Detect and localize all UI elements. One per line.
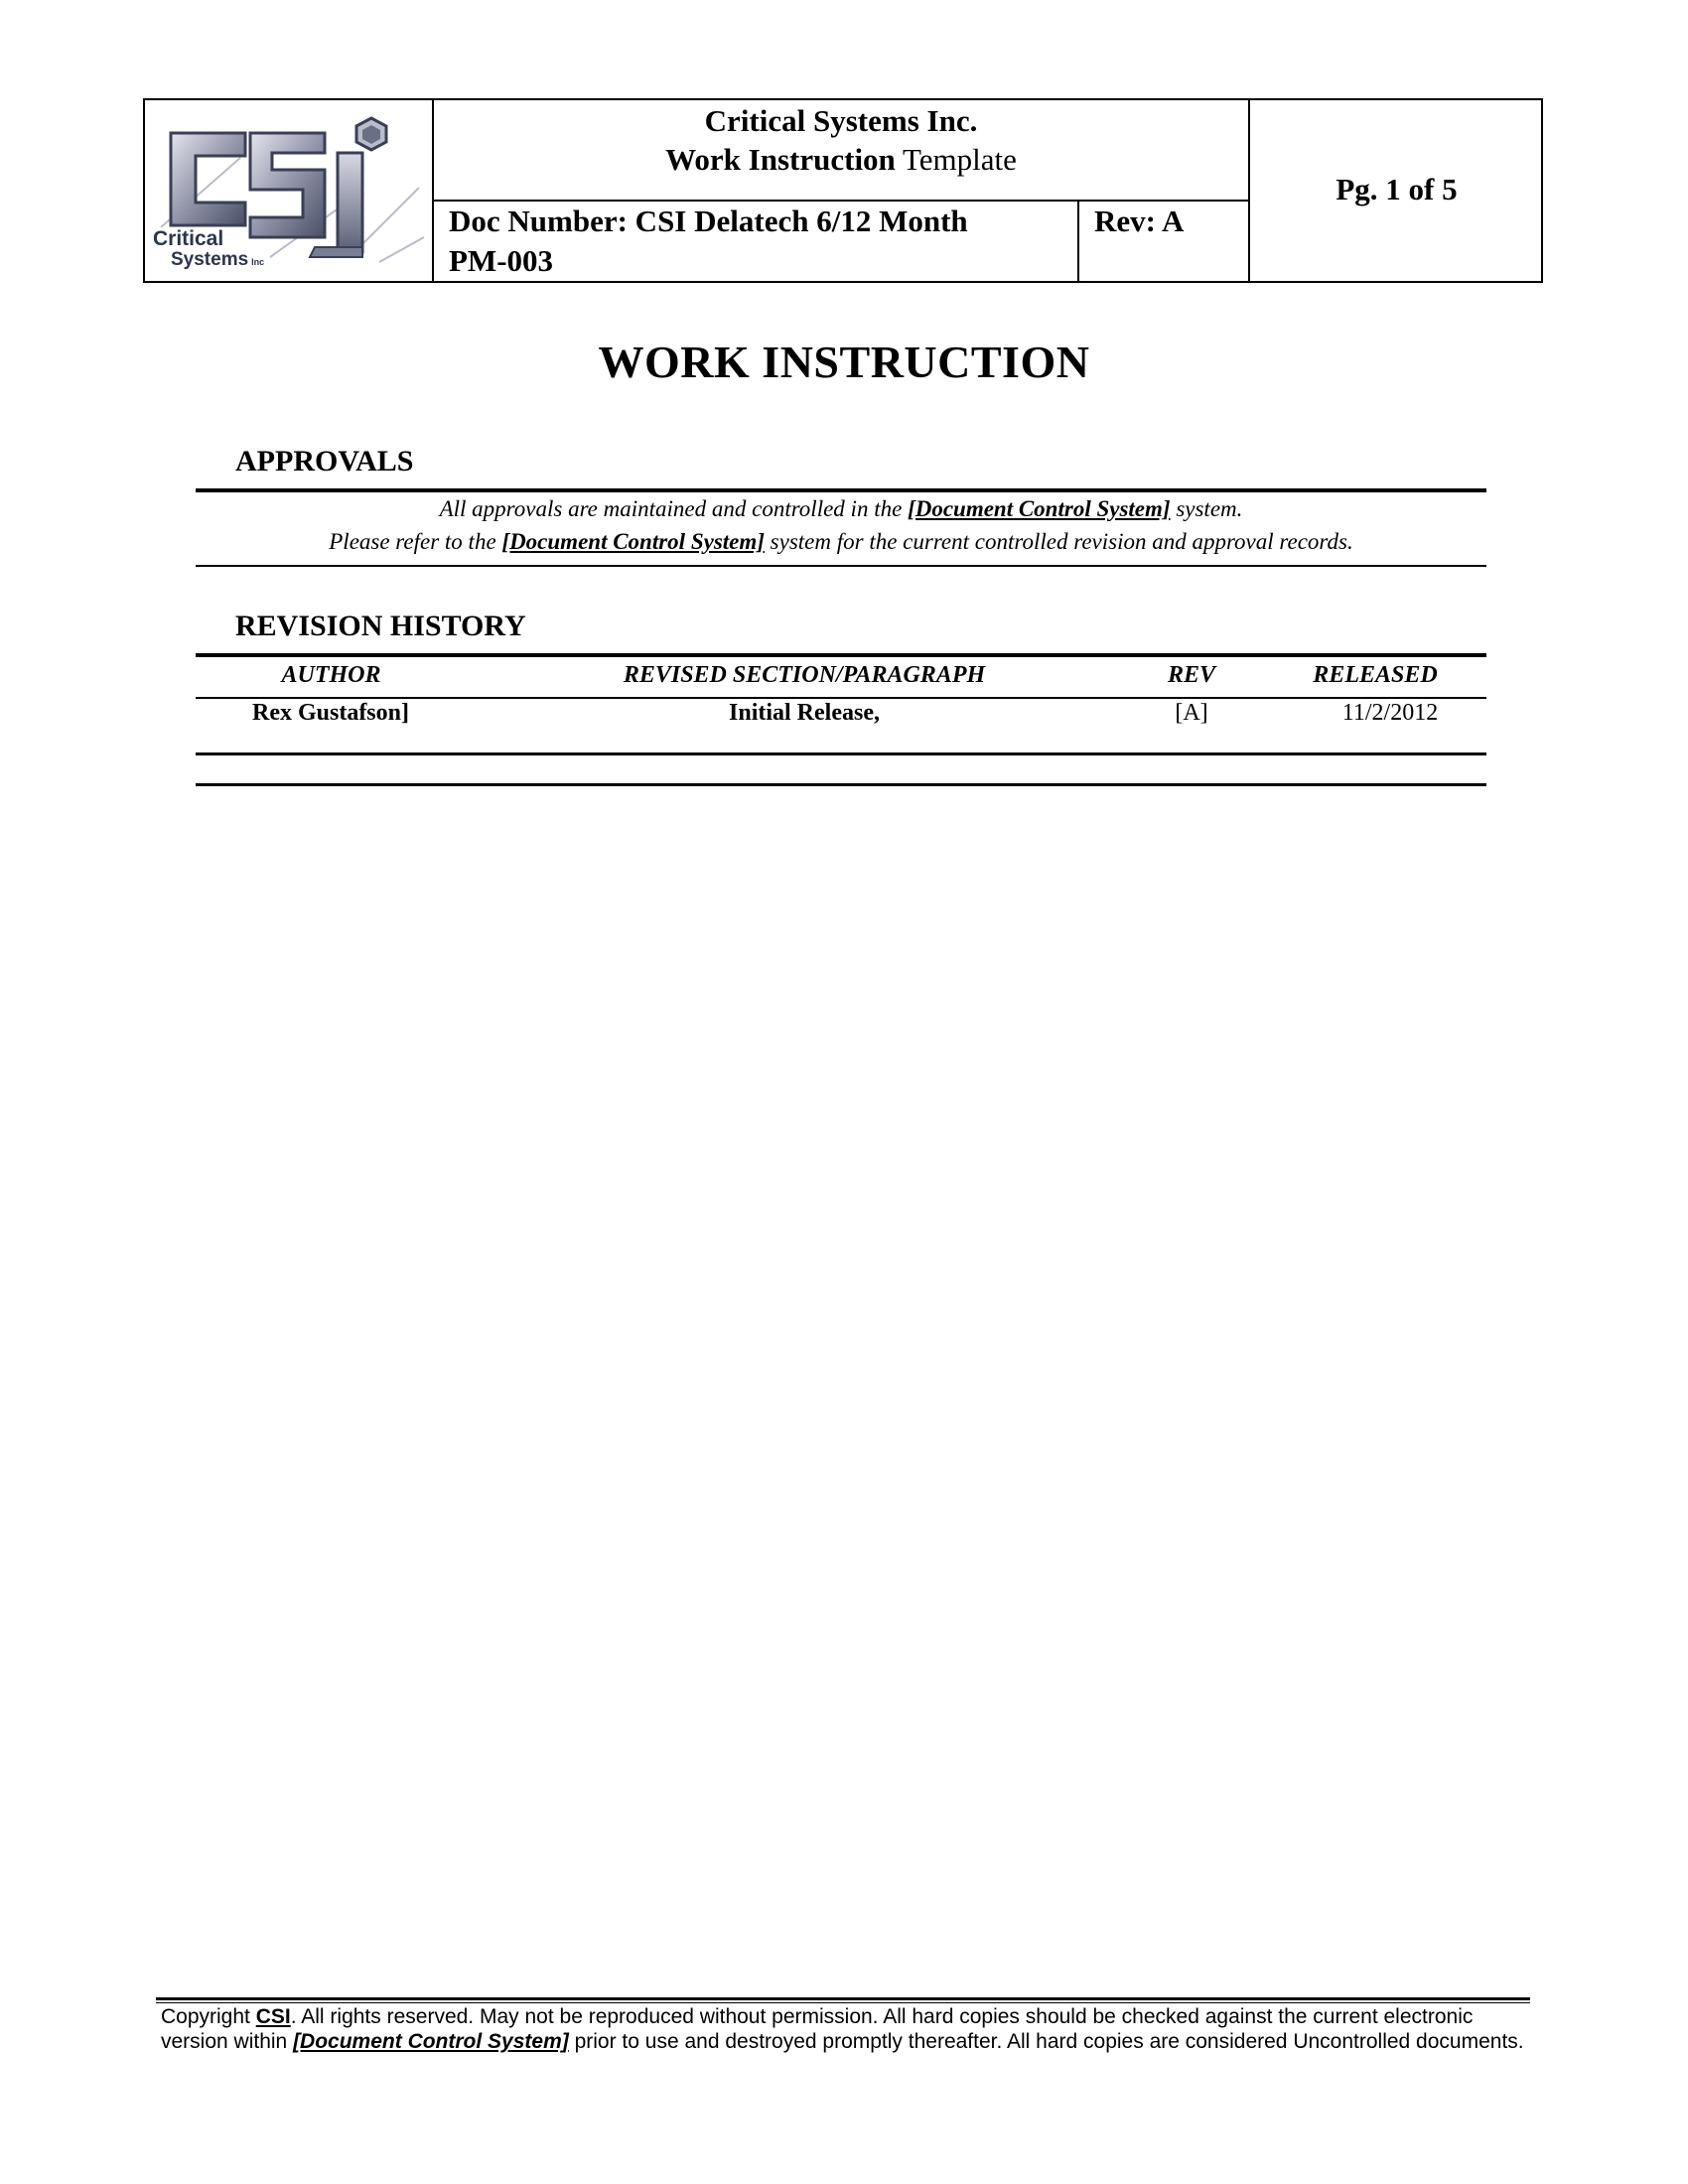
page-title: WORK INSTRUCTION — [598, 337, 1090, 387]
logo-cell — [145, 100, 434, 281]
footer-rule-bottom — [156, 2002, 1530, 2003]
revision-header-rule — [196, 697, 1486, 699]
document-header-table — [143, 98, 1543, 283]
approvals-bottom-rule — [196, 565, 1486, 567]
approvals-heading: APPROVALS — [235, 445, 414, 478]
revision-section: Initial Release, — [729, 700, 880, 726]
revision-label: Rev: A — [1094, 204, 1185, 238]
revision-bottom-rule — [196, 783, 1486, 786]
doc-number-line1: Doc Number: CSI Delatech 6/12 Month — [449, 204, 968, 238]
column-header-section: REVISED SECTION/PARAGRAPH — [623, 662, 986, 688]
doc-number-cell — [434, 202, 1079, 283]
column-header-released: RELEASED — [1313, 662, 1438, 688]
column-header-rev: REV — [1167, 662, 1216, 688]
document-type-bold: Work Instruction — [665, 142, 896, 177]
header-title-cell — [434, 100, 1250, 202]
logo-text-systems: Systems Inc — [171, 249, 265, 270]
document-control-system-link[interactable]: [Document Control System] — [501, 529, 765, 554]
footer-csi-link[interactable]: CSI — [255, 2005, 291, 2028]
approvals-top-rule — [196, 488, 1486, 492]
document-type-rest: Template — [895, 142, 1017, 177]
document-type — [434, 140, 1248, 179]
page-number-cell — [1250, 100, 1543, 281]
doc-number-line2: PM-003 — [449, 243, 554, 278]
approvals-line-1: All approvals are maintained and controlled in the [Document Control System] system. — [439, 496, 1243, 521]
revision-author: Rex Gustafson] — [251, 700, 409, 726]
document-control-system-link[interactable]: [Document Control System] — [908, 496, 1171, 521]
revision-released: 11/2/2012 — [1341, 700, 1439, 726]
footer-copyright: Copyright CSI. All rights reserved. May not be reproduced without permission. All hard copies should be checked against the current electronic version within [Document Control System] prior to use and destroyed promptly thereafter. All hard copies are considered Uncontrolled documents. — [161, 2005, 1524, 2053]
approvals-line-2: Please refer to the [Document Control System] system for the current controlled revision and approval records. — [329, 529, 1353, 554]
revision-history-heading: REVISION HISTORY — [235, 610, 526, 642]
revision-cell — [1079, 202, 1250, 283]
page-number: Pg. 1 of 5 — [1336, 172, 1458, 206]
column-header-author: AUTHOR — [281, 662, 381, 688]
revision-rev: [A] — [1175, 700, 1208, 726]
footer-document-control-system-link[interactable]: [Document Control System] — [293, 2030, 569, 2053]
footer-rule-top — [156, 1997, 1530, 2000]
revision-row-rule — [196, 752, 1486, 755]
company-name: Critical Systems Inc. — [704, 103, 978, 138]
logo-text-inc: Inc — [251, 257, 265, 267]
logo-text-critical: Critical — [153, 227, 224, 250]
revision-top-rule — [196, 653, 1486, 657]
